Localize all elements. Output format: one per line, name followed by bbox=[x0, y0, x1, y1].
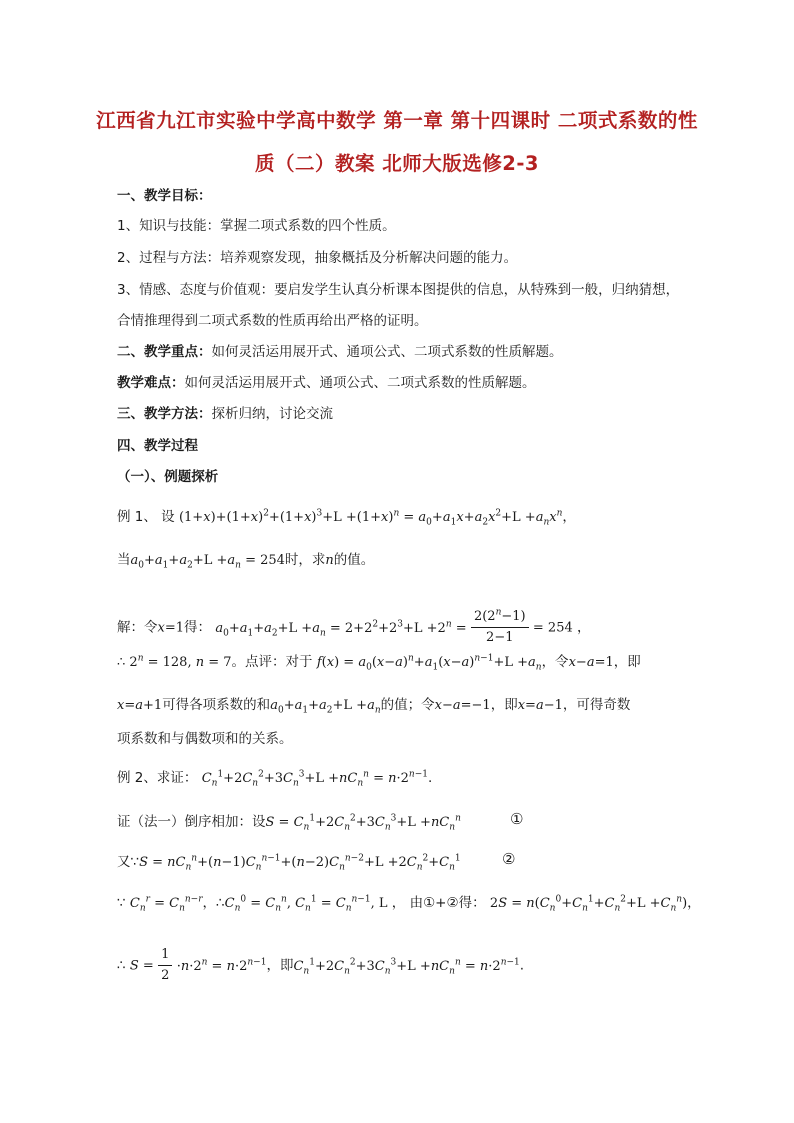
formula-equals-254: = 254 bbox=[532, 620, 573, 636]
comment-c4: ，可得奇数 bbox=[562, 697, 631, 713]
proof-combine: 由①+②得： bbox=[409, 895, 486, 911]
condition-end: 的值。 bbox=[333, 552, 375, 568]
formula-x-minus-a-neg1: x−a=−1 bbox=[434, 698, 491, 713]
formula-half: $\frac{1}{2}$ bbox=[158, 945, 172, 986]
formula-x-equals-1: x=1 bbox=[157, 620, 185, 636]
formula-identity-final: $C_n^1+2C_n^2+3C_n^3+L +nC_n^n = n\cdot 2^{n-1}$ bbox=[293, 957, 520, 977]
proof-because: ∵ bbox=[117, 895, 126, 911]
comment-c: ，即 bbox=[613, 654, 641, 670]
formula-S-def: $S = C_n^1+2C_n^2+3C_n^3+L +nC_n^n$ bbox=[265, 813, 461, 833]
example-1-comment-end: 项系数和与偶数项和的关系。 bbox=[117, 731, 293, 747]
example-2-prefix: 例 2、求证： bbox=[117, 770, 198, 786]
example-1-comment bbox=[117, 652, 641, 673]
comment-a: 。点评：对于 bbox=[231, 654, 313, 670]
condition-suffix: 时，求 bbox=[284, 552, 326, 568]
circle-mark-1: ① bbox=[510, 810, 524, 828]
objective-item-3-line-a: 3、情感、态度与价值观：要启发学生认真分析课本图提供的信息，从特殊到一般，归纳猜想， bbox=[117, 282, 680, 298]
key-points-label: 二、教学重点： bbox=[117, 344, 212, 360]
comment-c1: 可得各项系数的和 bbox=[162, 697, 271, 713]
formula-S-reverse: $S = nC_n^n+(n-1)C_n^{n-1}+(n-2)C_n^{n-2}+L +2C_n^2+C_n^1$ bbox=[139, 853, 461, 873]
methods-text: 探析归纳，讨论交流 bbox=[211, 406, 333, 422]
proof-conclude: ，即 bbox=[266, 957, 294, 974]
proof-line-4: ∴ S = $\frac{1}{2}$ $\cdot n\cdot 2^n = n\cdot 2^{n-1}$，即$C_n^1+2C_n^2+3C_n^3+L +nC_n^n = n\cdot 2^{n-1}$. bbox=[117, 945, 524, 986]
document-title-line-1: 江西省九江市实验中学高中数学 第一章 第十四课时 二项式系数的性 bbox=[96, 109, 698, 132]
formula-expansion: $(1+x)+(1+x)^2+(1+x)^3+L +(1+x)^n = a_0+a_1x+a_2x^2+L +a_nx^n$ bbox=[178, 508, 563, 528]
objective-item-3-line-b: 合情推理得到二项式系数的性质再给出严格的证明。 bbox=[117, 313, 428, 329]
example-2-statement: 例 2、求证： $C_n^1+2C_n^2+3C_n^3+L +nC_n^n = n\cdot 2^{n-1}$. bbox=[117, 769, 433, 789]
formula-x-a-minus-1: x=a−1 bbox=[517, 698, 563, 713]
objective-item-2: 2、过程与方法：培养观察发现，抽象概括及分析解决问题的能力。 bbox=[117, 250, 518, 266]
formula-symmetry: $C_n^r = C_n^{n-r}$ bbox=[129, 894, 203, 914]
formula-n-result: ∴ $2^n = 128$, n = 7 bbox=[117, 653, 232, 670]
objective-item-1: 1、知识与技能：掌握二项式系数的四个性质。 bbox=[117, 218, 396, 234]
subsection-examples-heading: （一）、例题探析 bbox=[117, 469, 219, 485]
formula-sum-coeffs: $a_0+a_1+a_2+L +a_n$ bbox=[270, 698, 381, 716]
circle-mark-2: ② bbox=[502, 850, 516, 868]
formula-function: $f(x) = a_0(x-a)^n+a_1(x-a)^{n-1}+L +a_n$ bbox=[316, 653, 542, 673]
example-1-comment-cont bbox=[117, 695, 630, 716]
example-1-condition bbox=[117, 550, 374, 571]
solution-mid: 得： bbox=[184, 619, 212, 636]
formula-S-value: S = bbox=[129, 958, 154, 974]
formula-x-a-plus-1: x=a+1 bbox=[117, 698, 163, 713]
difficulty-text: 如何灵活运用展开式、通项公式、二项式系数的性质解题。 bbox=[184, 375, 536, 391]
formula-identity: $C_n^1+2C_n^2+3C_n^3+L +nC_n^n = n\cdot 2^{n-1}$ bbox=[201, 769, 428, 789]
proof-therefore-1: ∴ bbox=[216, 895, 225, 911]
formula-solution-sum: $a_0+a_1+a_2+L +a_n = 2+2^2+2^3+L +2^n$ = bbox=[215, 619, 467, 639]
difficulty-line bbox=[117, 373, 536, 393]
proof-prefix: 证（法一）倒序相加：设 bbox=[117, 814, 266, 830]
methods-line bbox=[117, 404, 333, 424]
proof-line-3: ∵ $C_n^r = C_n^{n-r}$，$\therefore C_n^0 = C_n^n$, $C_n^1 = C_n^{n-1}$, L ， 由①+②得： $2S = n(C_n^0+C_n^1+C_n^2+L +C_n^n)$， bbox=[117, 894, 701, 914]
example-1-statement: 例 1、 设 $(1+x)+(1+x)^2+(1+x)^3+L +(1+x)^n = a_0+a_1x+a_2x^2+L +a_nx^n$， bbox=[117, 508, 576, 528]
proof-line-2 bbox=[117, 852, 461, 873]
methods-label: 三、教学方法： bbox=[117, 406, 212, 422]
example-1-solution: 解：令x=1得： $a_0+a_1+a_2+L +a_n = 2+2^2+2^3+L +2^n$ = $\frac{2(2^n-1)}{2-1}$ = 254 ， bbox=[117, 607, 591, 648]
example-1-prefix: 例 1、 设 bbox=[117, 509, 175, 525]
document-title-line-2: 质（二）教案 北师大版选修2-3 bbox=[254, 152, 540, 175]
proof-therefore-2: ∴ bbox=[117, 957, 126, 974]
comment-c2: 的值；令 bbox=[380, 697, 435, 713]
formula-fraction: $\frac{2(2^n-1)}{2-1}$ bbox=[471, 607, 529, 648]
section-objectives-heading: 一、教学目标： bbox=[117, 188, 212, 204]
proof-also: 又∵ bbox=[117, 854, 140, 870]
key-points-text: 如何灵活运用展开式、通项公式、二项式系数的性质解题。 bbox=[211, 344, 563, 360]
section-process-heading: 四、教学过程 bbox=[117, 438, 198, 454]
difficulty-label: 教学难点： bbox=[117, 375, 185, 391]
comment-c3: ，即 bbox=[490, 697, 518, 713]
proof-line-1 bbox=[117, 812, 461, 833]
formula-x-minus-a-1: x−a=1 bbox=[568, 655, 614, 670]
formula-n: n bbox=[325, 553, 334, 568]
formula-coeff-sum: $a_0+a_1+a_2+L +a_n = 254$ bbox=[130, 553, 285, 571]
comment-b: ，令 bbox=[541, 654, 569, 670]
formula-2S: $2S = n(C_n^0+C_n^1+C_n^2+L +C_n^n)$ bbox=[489, 894, 688, 914]
formula-symmetry-cases: $C_n^0 = C_n^n$, $C_n^1 = C_n^{n-1}$, L bbox=[224, 894, 388, 914]
condition-prefix: 当 bbox=[117, 552, 131, 568]
key-points-line bbox=[117, 342, 563, 362]
solution-prefix: 解：令 bbox=[117, 619, 158, 636]
formula-S-value-rest: $\cdot n\cdot 2^n = n\cdot 2^{n-1}$ bbox=[176, 957, 267, 974]
